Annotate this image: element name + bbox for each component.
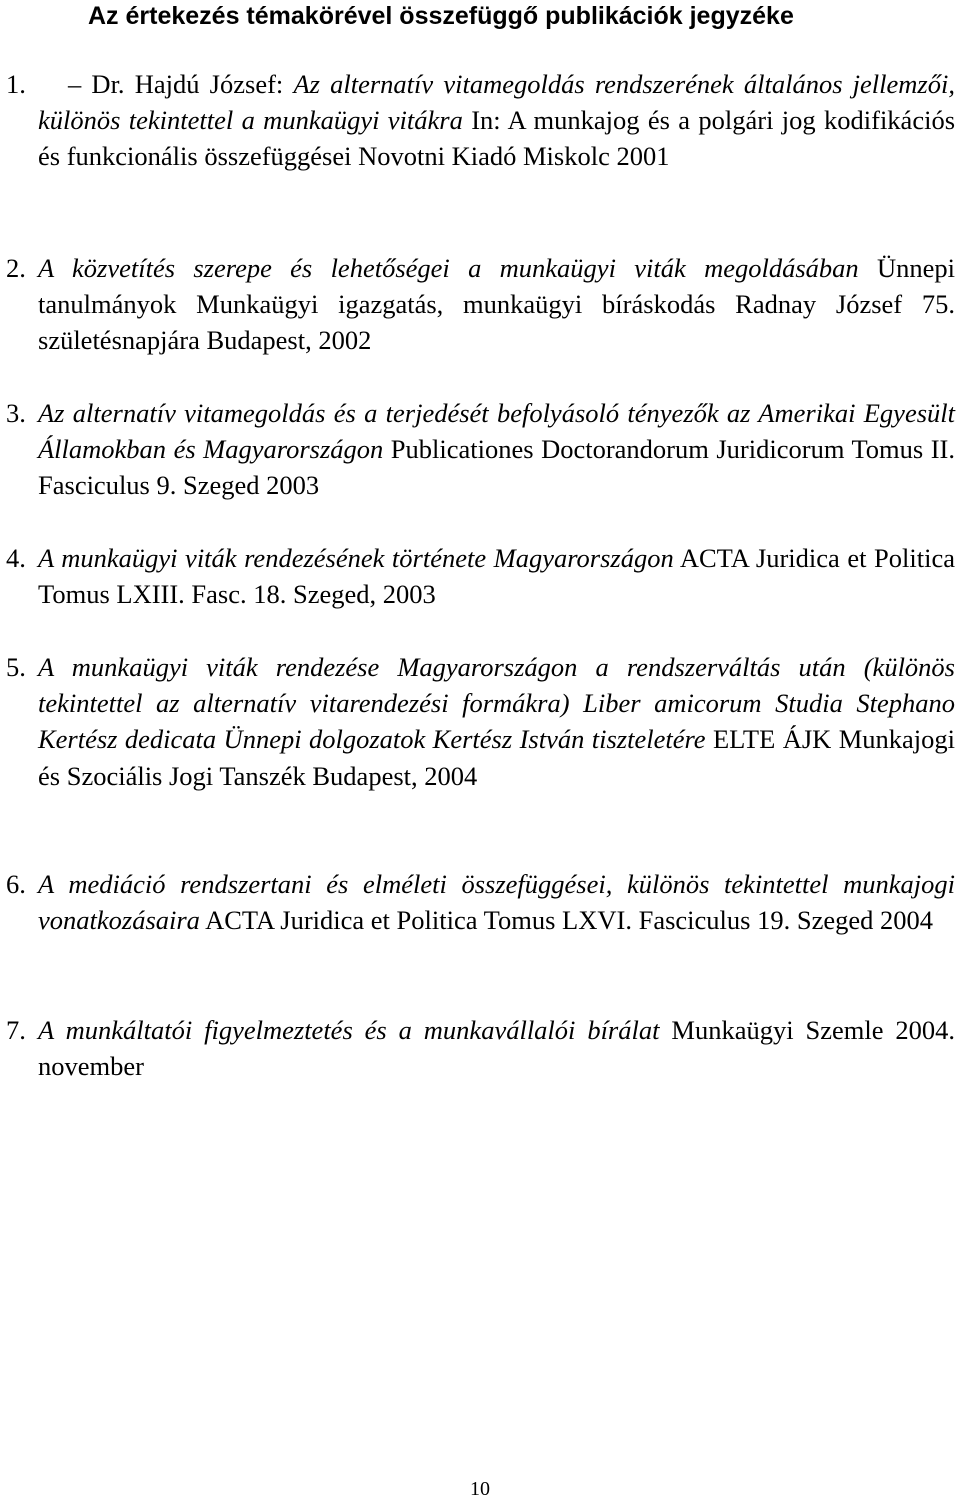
- page-heading: Az értekezés témakörével összefüggő publikációk jegyzéke: [88, 2, 794, 30]
- item-source: ELTE ÁJK Munkajogi és Szociális Jogi Tanszék Budapest, 2004: [38, 724, 955, 791]
- item-number: 3.: [6, 398, 26, 428]
- item-number: 2.: [6, 253, 26, 283]
- item-title: Az alternatív vitamegoldás rendszerének általános jellemzői, különös tekintettel a munkaügyi vitákra: [38, 69, 955, 136]
- item-title: Az alternatív vitamegoldás és a terjedését befolyásoló tényezők az Amerikai Egyesült Államokban és Magyarországon: [38, 398, 955, 465]
- item-number: 1.: [6, 69, 26, 99]
- item-number: 4.: [6, 543, 26, 573]
- publication-item-4: [6, 540, 955, 612]
- item-number: 6.: [6, 869, 26, 899]
- page-number: 10: [470, 1478, 490, 1500]
- item-number: 7.: [6, 1015, 26, 1045]
- publication-item-6: [6, 866, 955, 938]
- item-prefix: – Dr. Hajdú József:: [68, 69, 284, 99]
- item-number: 5.: [6, 652, 26, 682]
- publication-item-2: [6, 250, 955, 359]
- publication-item-7: [6, 1012, 955, 1084]
- item-source: ACTA Juridica et Politica Tomus LXVI. Fasciculus 19. Szeged 2004: [205, 905, 933, 936]
- item-title: A munkaügyi viták rendezése Magyarországon a rendszerváltás után (különös tekintettel az alternatív vitarendezési formákra) Liber amicorum Studia Stephano Kertész dedicata Ünnepi dolgozatok Kertész István tiszteletére: [38, 652, 955, 755]
- publication-item-1: [6, 66, 956, 175]
- item-title: A közvetítés szerepe és lehetőségei a munkaügyi viták megoldásában: [38, 253, 859, 283]
- item-source: In: A munkajog és a polgári jog kodifikációs és funkcionális összefüggései Novotni Kiadó Miskolc 2001: [38, 105, 956, 172]
- item-title: A munkáltatói figyelmeztetés és a munkavállalói bírálat: [38, 1015, 660, 1045]
- item-source: ACTA Juridica et Politica Tomus LXIII. Fasc. 18. Szeged, 2003: [38, 543, 955, 610]
- publication-item-5: [6, 649, 955, 794]
- item-title: A mediáció rendszertani és elméleti összefüggései, különös tekintettel munkajogi vonatkozásaira: [38, 869, 955, 936]
- item-source: Publicationes Doctorandorum Juridicorum Tomus II. Fasciculus 9. Szeged 2003: [38, 434, 956, 501]
- publication-item-3: [6, 395, 956, 504]
- item-title: A munkaügyi viták rendezésének története Magyarországon: [38, 543, 674, 573]
- item-source: Ünnepi tanulmányok Munkaügyi igazgatás, munkaügyi bíráskodás Radnay József 75. születésnapjára Budapest, 2002: [38, 253, 955, 356]
- item-source: Munkaügyi Szemle 2004. november: [38, 1015, 955, 1082]
